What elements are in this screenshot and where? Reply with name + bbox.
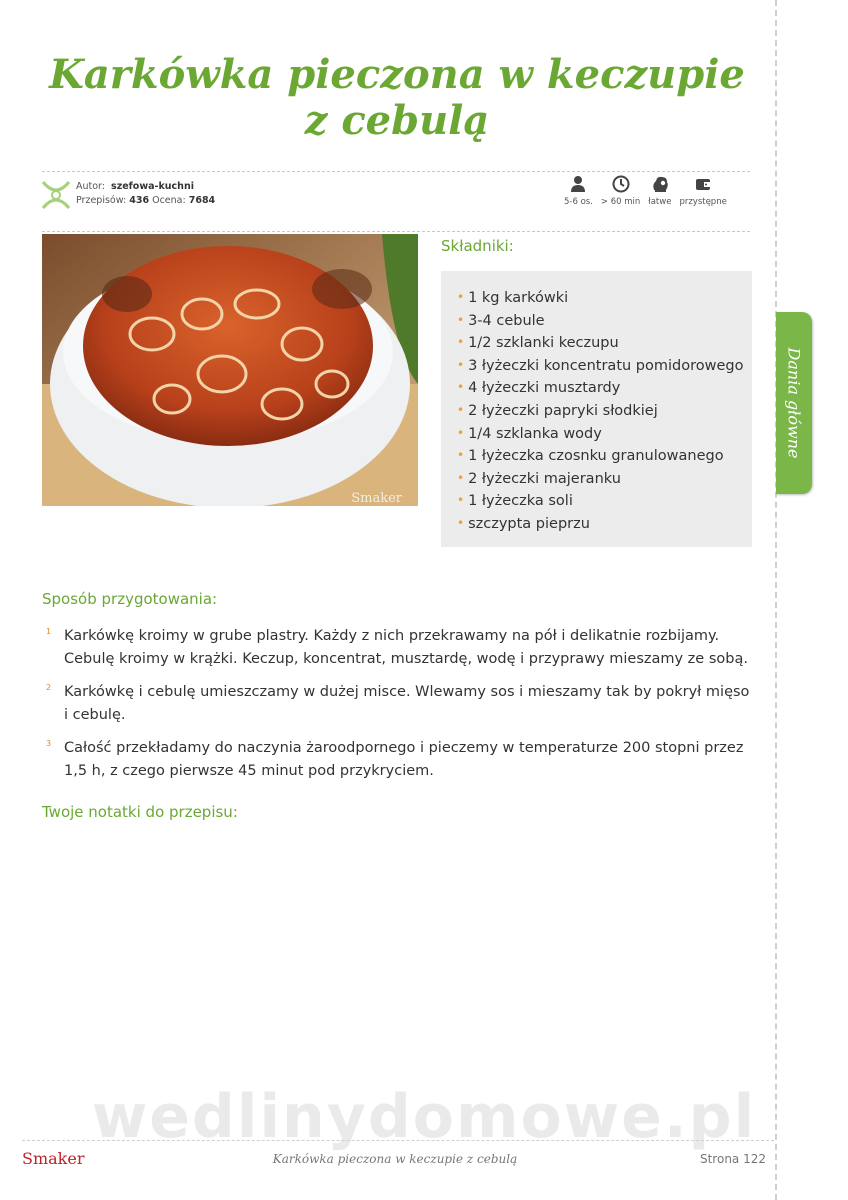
difficulty-stat (644, 174, 675, 207)
ingredient-item: • 3 łyżeczki koncentratu pomidorowego (457, 355, 752, 378)
ingredients-list (457, 287, 752, 536)
clock-icon (611, 174, 631, 194)
footer-logo: Smaker (22, 1149, 85, 1168)
ingredient-item: • 1 łyżeczka czosnku granulowanego (457, 445, 752, 468)
photo-watermark: Smaker (351, 491, 402, 506)
author-info (76, 180, 215, 208)
recipes-count: 436 (129, 195, 150, 206)
cost-label: przystępne (679, 197, 727, 207)
rating-value: 7684 (188, 195, 216, 206)
method-step (42, 625, 754, 670)
recipe-stats (560, 174, 731, 207)
chef-hat-icon (650, 174, 670, 194)
ingredient-item: • 1/4 szklanka wody (457, 423, 752, 446)
servings-label: 5-6 os. (564, 197, 593, 207)
person-icon (568, 174, 588, 194)
step-number: 1 (46, 627, 52, 636)
ingredients-box (441, 271, 752, 547)
wallet-icon (693, 174, 713, 194)
time-stat (597, 174, 644, 207)
ingredients-heading: Składniki: (441, 237, 514, 255)
cut-line (775, 0, 777, 1200)
ingredient-item: • 1/2 szklanki keczupu (457, 332, 752, 355)
ingredient-item: • 1 kg karkówki (457, 287, 752, 310)
ingredient-item: • 2 łyżeczki papryki słodkiej (457, 400, 752, 423)
recipe-title: Karkówka pieczona w keczupie z cebulą (49, 51, 745, 144)
page-number: Strona 122 (699, 1152, 766, 1166)
notes-heading: Twoje notatki do przepisu: (42, 803, 238, 821)
ingredient-item: • 4 łyżeczki musztardy (457, 377, 752, 400)
rating-label: Ocena: (152, 195, 186, 206)
meta-divider-top (42, 171, 750, 172)
step-number: 2 (46, 683, 52, 692)
recipe-photo (42, 234, 418, 506)
method-step (42, 737, 754, 782)
ingredient-item: • 2 łyżeczki majeranku (457, 468, 752, 491)
time-label: > 60 min (600, 197, 641, 207)
author-logo-icon (40, 178, 72, 212)
step-number: 3 (46, 739, 52, 748)
difficulty-label: łatwe (648, 197, 672, 207)
footer-divider (22, 1140, 774, 1141)
method-heading: Sposób przygotowania: (42, 590, 218, 608)
ingredient-item: • 3-4 cebule (457, 310, 752, 333)
step-text: Całość przekładamy do naczynia żaroodpornego i pieczemy w temperaturze 200 stopni przez 1,5 h, z czego pierwsze 45 minut pod przykryciem. (64, 740, 744, 779)
ingredient-item: • szczypta pieprzu (457, 513, 752, 536)
servings-stat (560, 174, 597, 207)
footer-recipe-title: Karkówka pieczona w keczupie z cebulą (272, 1152, 518, 1166)
method-steps (42, 625, 754, 793)
ingredient-item: • 1 łyżeczka soli (457, 490, 752, 513)
step-text: Karkówkę i cebulę umieszczamy w dużej misce. Wlewamy sos i mieszamy tak by pokrył mięso i cebulę. (64, 684, 750, 723)
recipes-label: Przepisów: (76, 195, 127, 206)
author-name[interactable]: szefowa-kuchni (111, 181, 194, 192)
category-tab[interactable] (776, 312, 812, 494)
meta-divider-bottom (42, 231, 750, 232)
cost-stat (675, 174, 730, 207)
category-tab-label: Dania główne (784, 347, 804, 459)
step-text: Karkówkę kroimy w grube plastry. Każdy z nich przekrawamy na pół i delikatnie rozbijamy. Cebulę kroimy w krążki. Keczup, koncentrat, musztardę, wodę i przyprawy mieszamy ze sobą. (64, 628, 748, 667)
method-step (42, 681, 754, 726)
author-label: Autor: (76, 181, 105, 192)
site-watermark: wedlinydomowe.pl (91, 1082, 757, 1152)
